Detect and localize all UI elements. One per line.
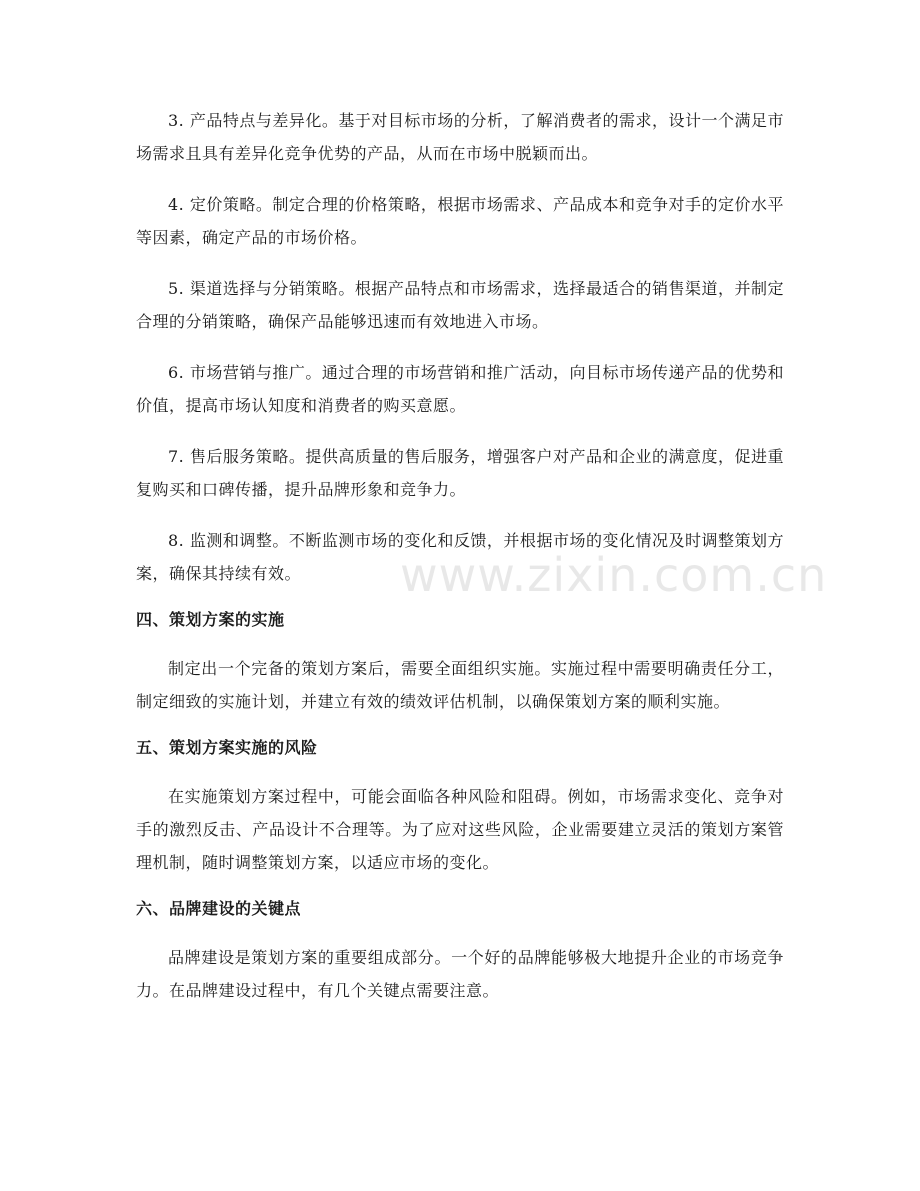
section-body-risks: 在实施策划方案过程中，可能会面临各种风险和阻碍。例如，市场需求变化、竞争对手的激烈反击、产品设计不合理等。为了应对这些风险，企业需要建立灵活的策划方案管理机制，随时调整策划方案，以适应市场的变化。 (136, 787, 784, 872)
list-item-marketing-promotion: 6. 市场营销与推广。通过合理的市场营销和推广活动，向目标市场传递产品的优势和价值，提高市场认知度和消费者的购买意愿。 (136, 363, 784, 415)
section-heading-risks: 五、策划方案实施的风险 (136, 738, 318, 757)
section-body-brand: 品牌建设是策划方案的重要组成部分。一个好的品牌能够极大地提升企业的市场竞争力。在品牌建设过程中，有几个关键点需要注意。 (136, 948, 784, 1000)
document-page (136, 104, 784, 1025)
section-body-implementation: 制定出一个完备的策划方案后，需要全面组织实施。实施过程中需要明确责任分工，制定细致的实施计划，并建立有效的绩效评估机制，以确保策划方案的顺利实施。 (136, 659, 784, 711)
watermark: www.zixin.com.cn (400, 548, 828, 602)
list-item-product-features: 3. 产品特点与差异化。基于对目标市场的分析，了解消费者的需求，设计一个满足市场需求且具有差异化竞争优势的产品，从而在市场中脱颖而出。 (136, 111, 784, 163)
list-item-monitoring: 8. 监测和调整。不断监测市场的变化和反馈，并根据市场的变化情况及时调整策划方案，确保其持续有效。 (136, 531, 784, 583)
list-item-after-sales: 7. 售后服务策略。提供高质量的售后服务，增强客户对产品和企业的满意度，促进重复购买和口碑传播，提升品牌形象和竞争力。 (136, 447, 784, 499)
list-item-pricing-strategy: 4. 定价策略。制定合理的价格策略，根据市场需求、产品成本和竞争对手的定价水平等因素，确定产品的市场价格。 (136, 195, 784, 247)
section-heading-implementation: 四、策划方案的实施 (136, 610, 285, 629)
list-item-channel-strategy: 5. 渠道选择与分销策略。根据产品特点和市场需求，选择最适合的销售渠道，并制定合理的分销策略，确保产品能够迅速而有效地进入市场。 (136, 279, 784, 331)
section-heading-brand: 六、品牌建设的关键点 (136, 899, 302, 918)
